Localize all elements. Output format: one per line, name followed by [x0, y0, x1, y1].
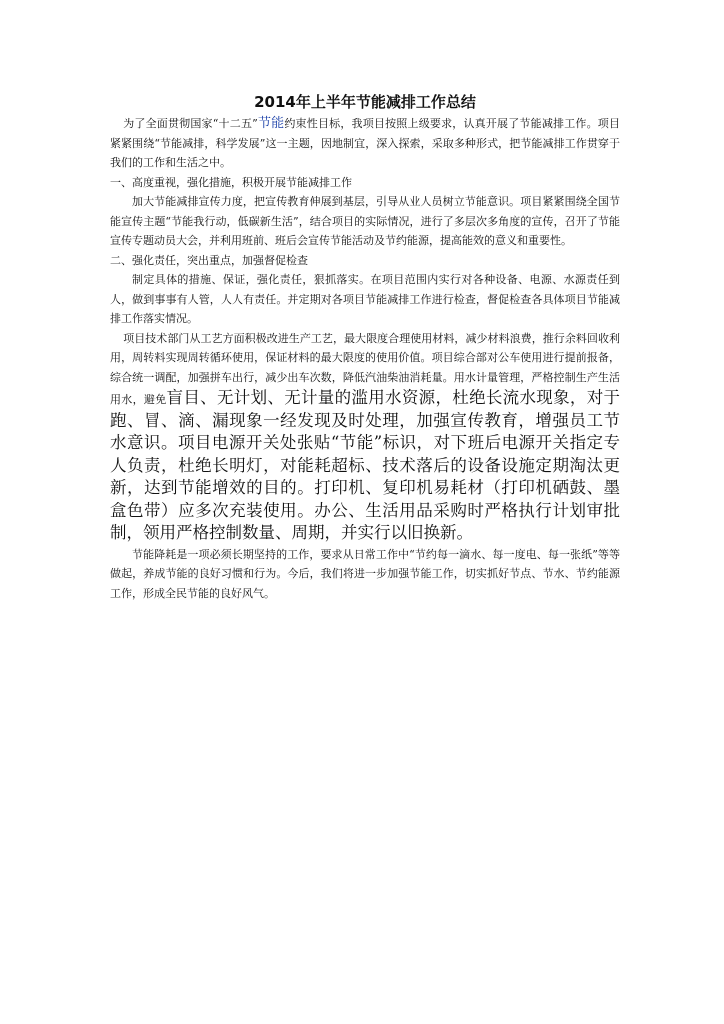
- intro-text-after: 约束性目标，我项目按照上级要求，认真开展了节能减排工作。项目紧紧围绕“节能减排，科学发展”这一主题，因地制宜，深入探索，采取多种形式，把节能减排工作贯穿于我们的工作和生活之中。: [110, 117, 620, 169]
- intro-text-before: 为了全面贯彻国家“十二五”: [123, 117, 258, 130]
- tech-paragraph: [110, 329, 620, 545]
- section-1-heading: 一、高度重视，强化措施，积极开展节能减排工作: [110, 175, 352, 189]
- intro-paragraph: [110, 114, 620, 173]
- energy-saving-link[interactable]: 节能: [257, 116, 285, 131]
- document-title: 2014年上半年节能减排工作总结: [254, 93, 476, 111]
- closing-paragraph: 节能降耗是一项必须长期坚持的工作，要求从日常工作中“节约每一滴水、每一度电、每一张纸”等等做起，养成节能的良好习惯和行为。今后，我们将进一步加强节能工作，切实抓好节点、节水、节约能源工作，形成全民节能的良好风气。: [110, 547, 620, 600]
- tech-paragraph-small-text: 项目技术部门从工艺方面积极改进生产工艺，最大限度合理使用材料，减少材料浪费，推行余料回收利用，周转料实现周转循环使用，保证材料的最大限度的使用价值。项目综合部对公车使用进行提前报备，综合统一调配，加强拼车出行，减少出车次数，降低汽油柴油消耗量。用水计量管理，严格控制生产生活用水，避免: [110, 331, 620, 406]
- section-1-body: 加大节能减排宣传力度，把宣传教育伸展到基层，引导从业人员树立节能意识。项目紧紧围绕全国节能宣传主题“节能我行动，低碳新生活”，结合项目的实际情况，进行了多层次多角度的宣传，召开了节能宣传专题动员大会，并利用班前、班后会宣传节能活动及节约能源，提高能效的意义和重要性。: [110, 195, 620, 247]
- section-2-heading: 二、强化责任，突出重点，加强督促检查: [110, 253, 308, 267]
- document-body: [110, 92, 620, 603]
- section-2-body: 制定具体的措施、保证，强化责任，狠抓落实。在项目范围内实行对各种设备、电源、水源责任到人，做到事事有人管，人人有责任。并定期对各项目节能减排工作进行检查，督促检查各具体项目节能减排工作落实情况。: [110, 273, 620, 325]
- tech-paragraph-large-text: 盲目、无计划、无计量的滥用水资源，杜绝长流水现象，对于跑、冒、滴、漏现象一经发现及时处理，加强宣传教育，增强员工节水意识。项目电源开关处张贴“节能”标识，对下班后电源开关指定专人负责，杜绝长明灯，对能耗超标、技术落后的设备设施定期淘汰更新，达到节能增效的目的。打印机、复印机易耗材（打印机硒鼓、墨盒色带）应多次充装使用。办公、生活用品采购时严格执行计划审批制，领用严格控制数量、周期，并实行以旧换新。: [110, 388, 621, 542]
